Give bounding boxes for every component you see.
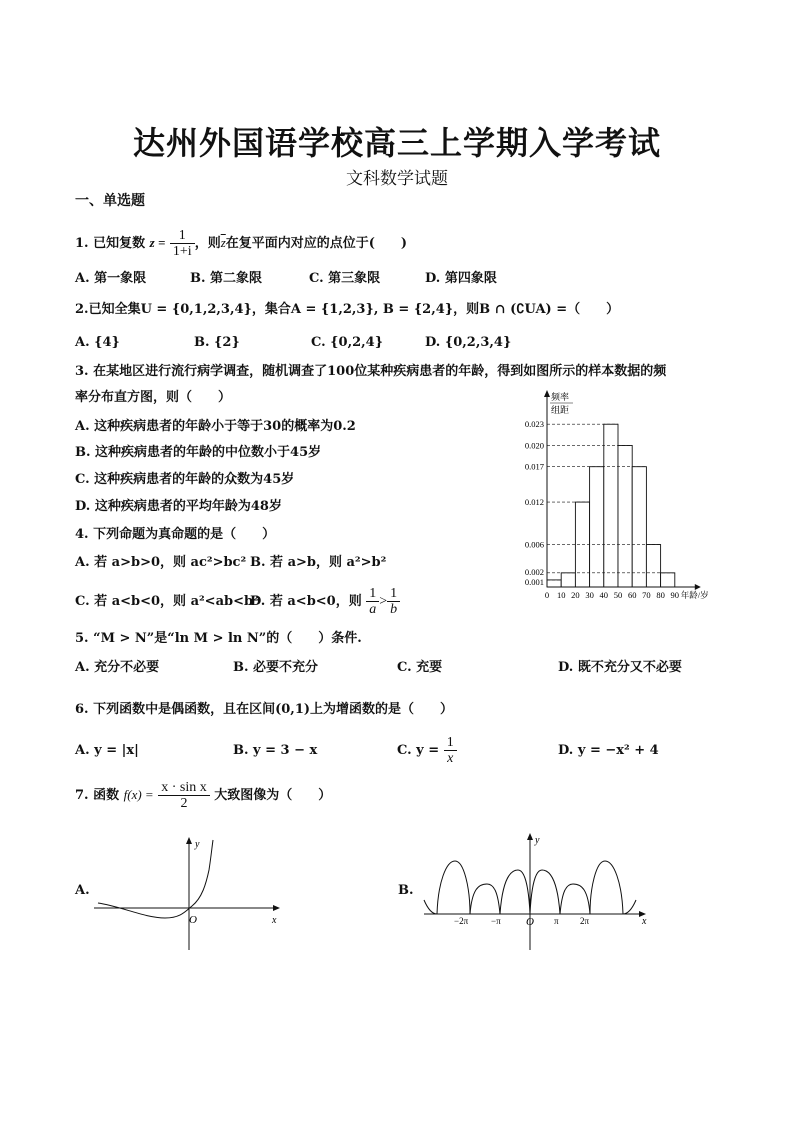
page-subtitle: 文科数学试题 — [346, 169, 448, 189]
q3-option-b[interactable]: B. 这种疾病患者的年龄的中位数小于45岁 — [75, 445, 322, 460]
graph-b-y-label: y — [535, 835, 540, 846]
q7-fx: f(x) = — [123, 787, 154, 802]
histogram-xtick-8: 80 — [656, 590, 665, 600]
q2-option-c[interactable]: C. {0,2,4} — [311, 335, 384, 350]
graph-b-tick-negpi: −π — [491, 916, 501, 926]
graph-a-y-label: y — [195, 839, 200, 850]
q7-option-a-label[interactable]: A. — [75, 883, 90, 898]
q3-option-d[interactable]: D. 这种疾病患者的平均年龄为48岁 — [75, 499, 282, 514]
graph-b-arch-3 — [470, 884, 500, 914]
histogram-bar-0 — [547, 580, 561, 587]
histogram-ytick-1: 0.002 — [524, 566, 544, 577]
page-title: 达州外国语学校高三上学期入学考试 — [132, 124, 661, 162]
q7-fraction — [158, 780, 210, 811]
q4-option-a[interactable]: A. 若 a>b>0，则 ac²>bc² — [75, 555, 247, 570]
q7-graph-a[interactable] — [90, 832, 290, 954]
graph-b-arch-4 — [500, 870, 530, 914]
q6-option-c-prefix: C. y = — [397, 743, 440, 758]
q1-stem — [75, 228, 407, 259]
histogram-xtick-7: 70 — [642, 590, 651, 600]
histogram-xtick-9: 90 — [670, 590, 680, 600]
q4-option-b[interactable]: B. 若 a>b，则 a²>b² — [250, 555, 387, 570]
q4-frac-a-den: a — [369, 602, 377, 617]
q1-z: z = — [149, 235, 166, 250]
q3-option-c[interactable]: C. 这种疾病患者的年龄的众数为45岁 — [75, 472, 295, 487]
q6-frac — [444, 735, 457, 766]
histogram-xtick-2: 20 — [571, 590, 580, 600]
histogram-xtick-5: 50 — [613, 590, 623, 600]
graph-a-x-arrow — [273, 905, 280, 911]
q4-option-d[interactable] — [250, 586, 400, 617]
q4-stem: 4. 下列命题为真命题的是（ ） — [75, 527, 276, 542]
q6-frac-num: 1 — [444, 735, 457, 751]
histogram-xtick-0: 0 — [544, 590, 550, 600]
graph-b-x-label: x — [642, 916, 647, 927]
q3-stem-line2: 率分布直方图，则（ ） — [75, 390, 232, 405]
graph-b-arch-2 — [437, 861, 470, 914]
graph-b-origin: O — [526, 916, 534, 928]
histogram-xtick-4: 40 — [599, 590, 609, 600]
q4-frac-b — [387, 586, 400, 617]
q1-option-b[interactable]: B. 第二象限 — [190, 271, 263, 286]
q1-option-a[interactable]: A. 第一象限 — [75, 271, 147, 286]
histogram-ytick-4: 0.017 — [524, 461, 544, 472]
q1-prefix: 1. 已知复数 — [75, 236, 146, 251]
q2-option-a[interactable]: A. {4} — [75, 335, 120, 350]
section-heading: 一、单选题 — [75, 193, 145, 209]
graph-b-arch-7 — [590, 861, 623, 914]
histogram-bar-1 — [561, 573, 575, 587]
q1-num: 1 — [170, 228, 195, 244]
q1-mid: ，则 — [194, 236, 221, 251]
histogram-ylabel-bottom: 组距 — [551, 405, 570, 415]
q6-frac-den: x — [447, 751, 454, 766]
q5-option-d[interactable]: D. 既不充分又不必要 — [558, 660, 682, 675]
graph-a-curve — [98, 840, 213, 918]
histogram-bar-7 — [646, 545, 660, 587]
histogram-bar-6 — [632, 467, 646, 587]
q7-num: x · sin x — [158, 780, 210, 796]
q4-option-c[interactable]: C. 若 a<b<0，则 a²<ab<b² — [75, 594, 259, 609]
q1-fraction — [170, 228, 195, 259]
graph-a-y-arrow — [186, 837, 192, 844]
histogram-ytick-6: 0.023 — [524, 419, 544, 430]
q1-suffix: 在复平面内对应的点位于( ) — [225, 236, 408, 251]
q1-den: 1+i — [172, 244, 192, 259]
histogram-y-arrow — [544, 390, 550, 397]
histogram-xtick-6: 60 — [627, 590, 637, 600]
q5-stem: 5. “M > N”是“ln M > ln N”的（ ）条件. — [75, 631, 362, 646]
graph-b-tick-2pi: 2π — [580, 916, 590, 926]
histogram-bar-5 — [618, 445, 632, 587]
q7-suffix: 大致图像为（ ） — [214, 788, 332, 803]
histogram-xlabel: 年龄/岁 — [680, 590, 709, 600]
q1-zbar: $\overline{z}$ — [220, 235, 226, 250]
graph-b-arch-1 — [424, 900, 437, 914]
histogram-bar-4 — [604, 424, 618, 587]
q2-option-d[interactable]: D. {0,2,3,4} — [425, 335, 512, 350]
q6-option-c[interactable] — [397, 735, 457, 766]
q6-option-a[interactable]: A. y = |x| — [75, 743, 139, 758]
graph-b-y-arrow — [527, 833, 533, 840]
graph-b-arch-5 — [530, 870, 560, 914]
q4-frac-a-num: 1 — [366, 586, 379, 602]
histogram-ytick-3: 0.012 — [524, 497, 544, 508]
graph-b-tick-pi: π — [554, 916, 559, 926]
q4-frac-b-den: b — [390, 602, 398, 617]
q4-frac-b-num: 1 — [387, 586, 400, 602]
q5-option-a[interactable]: A. 充分不必要 — [75, 660, 160, 675]
q6-option-d[interactable]: D. y = −x² + 4 — [558, 743, 659, 758]
q2-option-b[interactable]: B. {2} — [194, 335, 240, 350]
graph-b-arch-8 — [623, 900, 636, 914]
q3-option-a[interactable]: A. 这种疾病患者的年龄小于等于30的概率为0.2 — [75, 419, 356, 434]
histogram-xtick-3: 30 — [585, 590, 594, 600]
histogram-ytick-2: 0.006 — [524, 539, 544, 550]
q7-stem — [75, 780, 331, 811]
q4-frac-a — [366, 586, 379, 617]
graph-a-x-label: x — [272, 915, 277, 926]
q2-stem: 2.已知全集U = {0,1,2,3,4}，集合A = {1,2,3}, B = {2,4}，则B ∩ (∁UA) =（ ） — [75, 302, 620, 317]
q4-option-d-prefix: D. 若 a<b<0，则 — [250, 594, 362, 609]
histogram-xtick-1: 10 — [556, 590, 566, 600]
histogram-bar-8 — [661, 573, 675, 587]
histogram-ytick-5: 0.020 — [524, 440, 544, 451]
q7-den: 2 — [180, 796, 188, 811]
q3-stem-line1: 3. 在某地区进行流行病学调查，随机调查了100位某种疾病患者的年龄，得到如图所示的样本数据的频 — [75, 364, 667, 379]
q7-graph-b[interactable] — [420, 828, 655, 954]
q7-option-b-label[interactable]: B. — [398, 883, 414, 898]
q4-gt: > — [379, 594, 388, 609]
q5-option-c[interactable]: C. 充要 — [397, 660, 443, 675]
q6-option-b[interactable]: B. y = 3 − x — [233, 743, 318, 758]
q5-option-b[interactable]: B. 必要不充分 — [233, 660, 319, 675]
graph-b-arch-6 — [560, 884, 590, 914]
graph-a-origin: O — [189, 914, 197, 926]
graph-b-tick-neg2pi: −2π — [454, 916, 469, 926]
q1-option-d[interactable]: D. 第四象限 — [425, 271, 497, 286]
q1-option-c[interactable]: C. 第三象限 — [309, 271, 381, 286]
histogram-chart — [510, 388, 725, 610]
histogram-ytick-0: 0.001 — [524, 576, 544, 587]
histogram-ylabel-top: 频率 — [551, 392, 570, 402]
histogram-bar-3 — [590, 467, 604, 587]
q6-stem: 6. 下列函数中是偶函数，且在区间(0,1)上为增函数的是（ ） — [75, 702, 454, 717]
q7-prefix: 7. 函数 — [75, 788, 120, 803]
